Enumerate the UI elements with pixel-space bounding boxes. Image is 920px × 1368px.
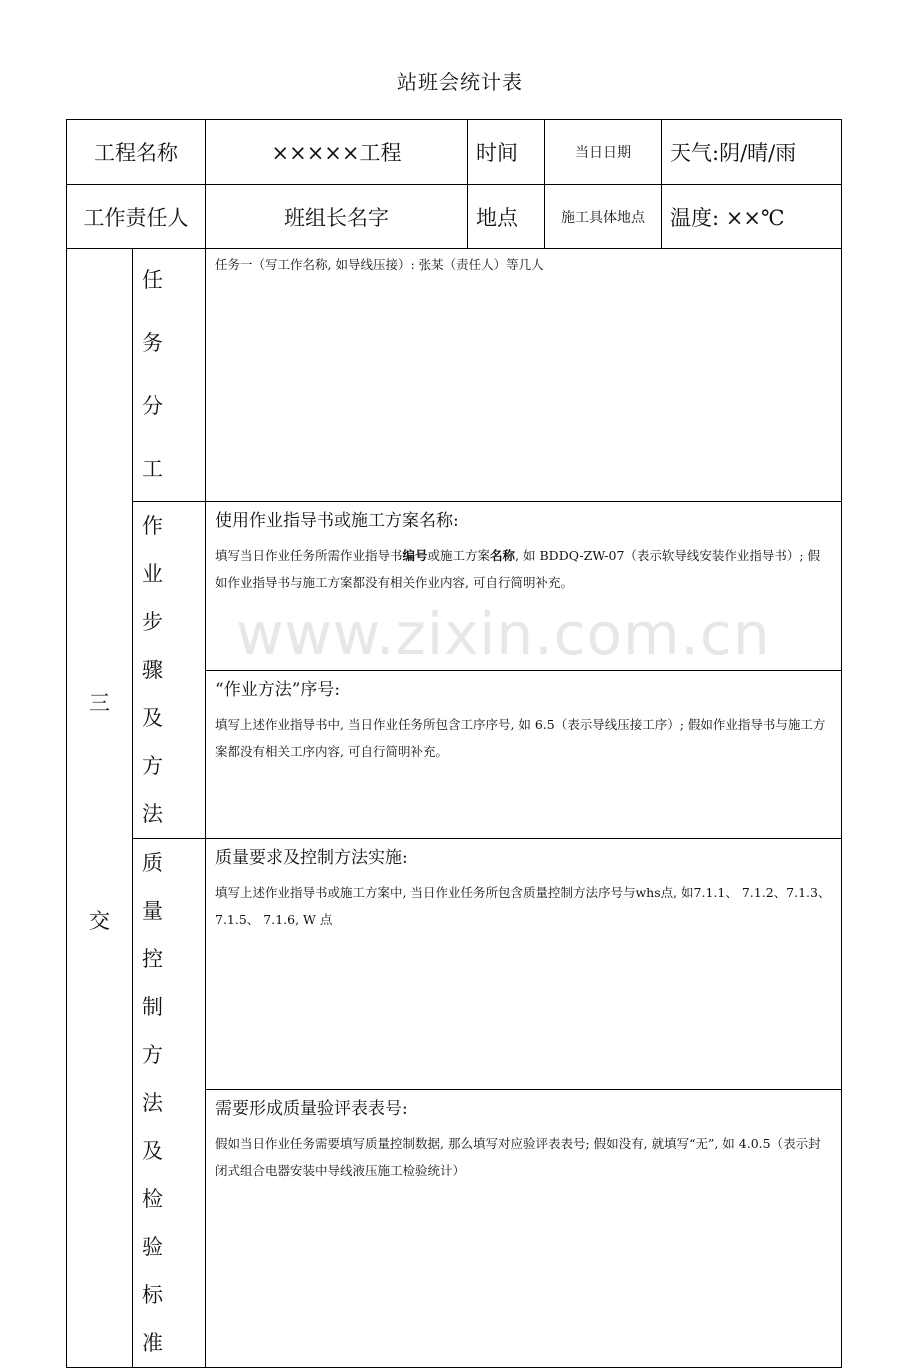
location-label: 地点 — [468, 185, 545, 249]
task-division-content — [206, 249, 842, 502]
steps-label-line-2: 步骤 — [142, 610, 179, 682]
quality-content-2 — [206, 1090, 842, 1368]
time-value: 当日日期 — [545, 120, 662, 185]
quality-control-heading: 质量要求及控制方法实施: — [215, 848, 408, 868]
task-division-text: 任务一（写工作名称, 如导线压接）: 张某（责任人）等几人 — [215, 257, 544, 272]
quality-label — [133, 839, 206, 1368]
steps-label-line-3: 及方 — [142, 706, 179, 778]
quality-label-line-4: 及检 — [142, 1139, 179, 1211]
quality-label-line-6: 准 — [142, 1331, 179, 1355]
quality-label-line-3: 方法 — [142, 1043, 179, 1115]
work-method-text: 填写上述作业指导书中, 当日作业任务所包含工序序号, 如 6.5（表示导线压接工序）; 假如作业指导书与施工方案都没有相关工序内容, 可自行简明补充。 — [215, 716, 826, 759]
project-name-value: ×××××工程 — [206, 120, 468, 185]
location-value: 施工具体地点 — [545, 185, 662, 249]
responsible-person-label: 工作责任人 — [67, 185, 206, 249]
time-label: 时间 — [468, 120, 545, 185]
guide-name-text — [215, 542, 832, 596]
meeting-stats-table — [66, 119, 842, 1368]
task-division-label — [133, 249, 206, 502]
header-row-project — [67, 120, 842, 185]
work-steps-row-1 — [67, 502, 842, 671]
project-name-label: 工程名称 — [67, 120, 206, 185]
inspection-form-text: 假如当日作业任务需要填写质量控制数据, 那么填写对应验评表表号; 假如没有, 就填写“无”, 如 4.0.5（表示封闭式组合电器安装中导线液压施工检验统计） — [215, 1136, 821, 1179]
quality-label-line-5: 验标 — [142, 1235, 179, 1307]
guide-bold-name: 名称 — [490, 548, 516, 563]
work-method-heading: “作业方法”序号: — [215, 679, 341, 700]
steps-label-line-1: 作业 — [142, 514, 179, 586]
guide-text-after: , 如 BDDQ-ZW-07（表示软导线安装作业指导书）; 假如作业指导书与施工方案都没有相关作业内容, 可自行简明补充。 — [215, 548, 821, 590]
inspection-form-heading: 需要形成质量验评表表号: — [215, 1099, 408, 1120]
work-steps-label — [133, 502, 206, 839]
quality-content-1 — [206, 839, 842, 1090]
quality-label-line-2: 控制 — [142, 947, 179, 1019]
weather-value: 天气:阴/晴/雨 — [662, 120, 842, 185]
temperature-value: 温度: ××℃ — [662, 185, 842, 249]
guide-name-heading: 使用作业指导书或施工方案名称: — [215, 511, 459, 531]
quality-control-text: 填写上述作业指导书或施工方案中, 当日作业任务所包含质量控制方法序号与whs点, 如7.1.1、 7.1.2、7.1.3、 7.1.5、 7.1.6, W 点 — [215, 885, 831, 927]
work-steps-content-2 — [206, 670, 842, 839]
side-label-bottom: 交 — [89, 909, 110, 933]
side-label-top: 三 — [89, 691, 110, 715]
task-label-line-1: 任务 — [142, 268, 179, 355]
guide-text-before: 填写当日作业任务所需作业指导书 — [215, 548, 403, 563]
guide-text-middle: 或施工方案 — [427, 548, 491, 563]
quality-row-1 — [67, 839, 842, 1090]
steps-label-line-4: 法 — [142, 802, 179, 826]
document-title: 站班会统计表 — [397, 70, 523, 94]
watermark: www.zixin.com.cn — [236, 600, 771, 668]
task-label-line-2: 分工 — [142, 394, 179, 481]
header-row-responsible — [67, 185, 842, 249]
guide-bold-number: 编号 — [402, 548, 428, 563]
responsible-person-value: 班组长名字 — [206, 185, 468, 249]
quality-label-line-1: 质量 — [142, 851, 179, 923]
task-division-row — [67, 249, 842, 502]
work-steps-content-1 — [206, 502, 842, 671]
side-label-cell — [67, 249, 133, 1368]
